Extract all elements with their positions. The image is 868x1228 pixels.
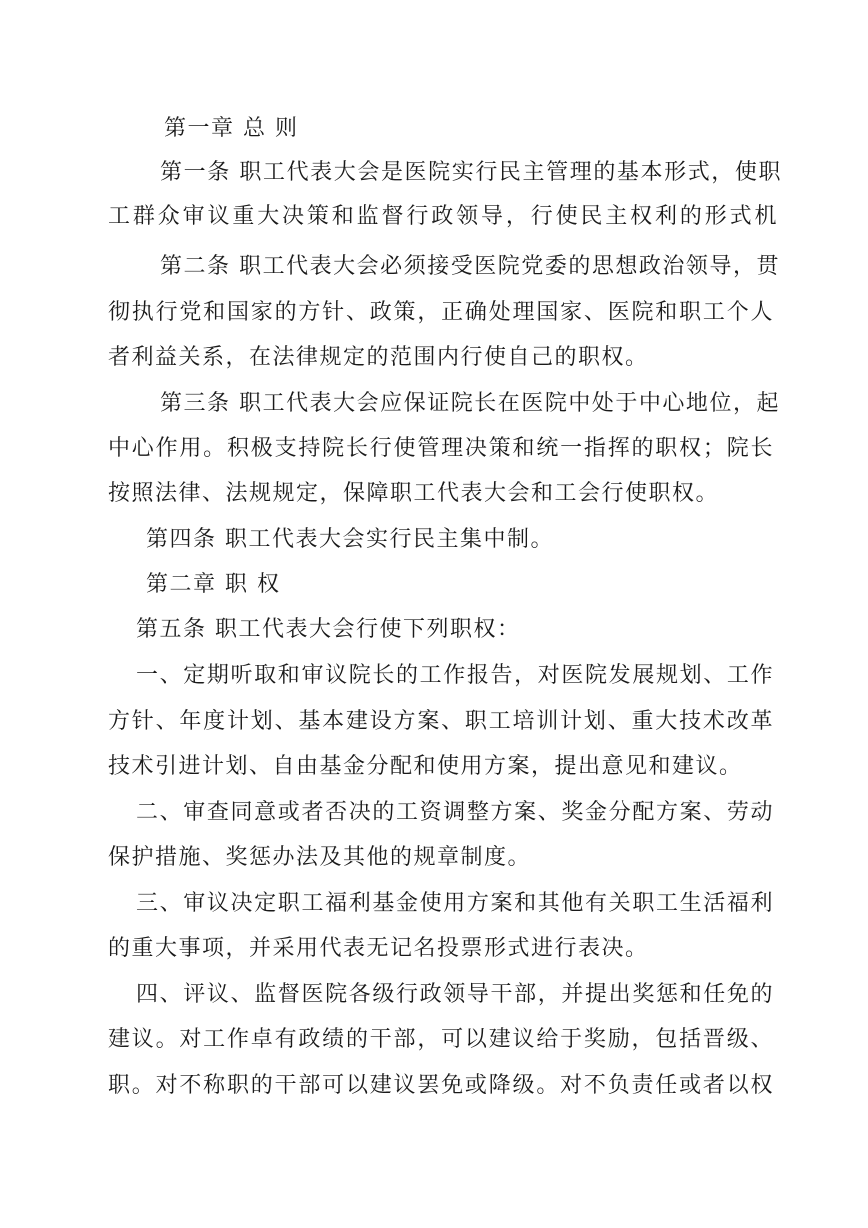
paragraph-line: 方针、年度计划、基本建设方案、职工培训计划、重大技术改革	[108, 709, 774, 734]
paragraph-line: 按照法律、法规规定，保障职工代表大会和工会行使职权。	[108, 481, 720, 506]
chapter-heading: 第二章 职 权	[146, 572, 281, 597]
paragraph-line: 工群众审议重大决策和监督行政领导，行使民主权利的形式机	[108, 204, 778, 229]
paragraph-line: 技术引进计划、自由基金分配和使用方案，提出意见和建议。	[108, 754, 743, 779]
paragraph-line: 职。对不称职的干部可以建议罢免或降级。对不负责任或者以权	[108, 1073, 774, 1098]
chapter-heading: 第一章 总 则	[164, 116, 299, 141]
paragraph-line: 的重大事项，并采用代表无记名投票形式进行表决。	[108, 936, 649, 961]
paragraph-line: 第三条 职工代表大会应保证院长在医院中处于中心地位，起	[160, 391, 780, 416]
paragraph-line: 第一条 职工代表大会是医院实行民主管理的基本形式，使职	[160, 160, 782, 185]
paragraph-line: 一、定期听取和审议院长的工作报告，对医院发展规划、工作	[136, 663, 774, 688]
paragraph-line: 二、审查同意或者否决的工资调整方案、奖金分配方案、劳动	[136, 800, 774, 825]
paragraph-line: 第五条 职工代表大会行使下列职权：	[136, 617, 521, 642]
paragraph-line: 彻执行党和国家的方针、政策，正确处理国家、医院和职工个人	[108, 300, 774, 325]
paragraph-line: 四、评议、监督医院各级行政领导干部，并提出奖惩和任免的	[136, 982, 774, 1007]
paragraph-line: 第四条 职工代表大会实行民主集中制。	[146, 527, 554, 552]
paragraph-line: 建议。对工作卓有政绩的干部，可以建议给于奖励，包括晋级、	[108, 1027, 774, 1052]
paragraph-line: 第二条 职工代表大会必须接受医院党委的思想政治领导，贯	[160, 254, 780, 279]
paragraph-line: 中心作用。积极支持院长行使管理决策和统一指挥的职权；院长	[108, 436, 774, 461]
paragraph-line: 者利益关系，在法律规定的范围内行使自己的职权。	[108, 345, 649, 370]
paragraph-line: 三、审议决定职工福利基金使用方案和其他有关职工生活福利	[136, 891, 774, 916]
paragraph-line: 保护措施、奖惩办法及其他的规章制度。	[108, 845, 532, 870]
